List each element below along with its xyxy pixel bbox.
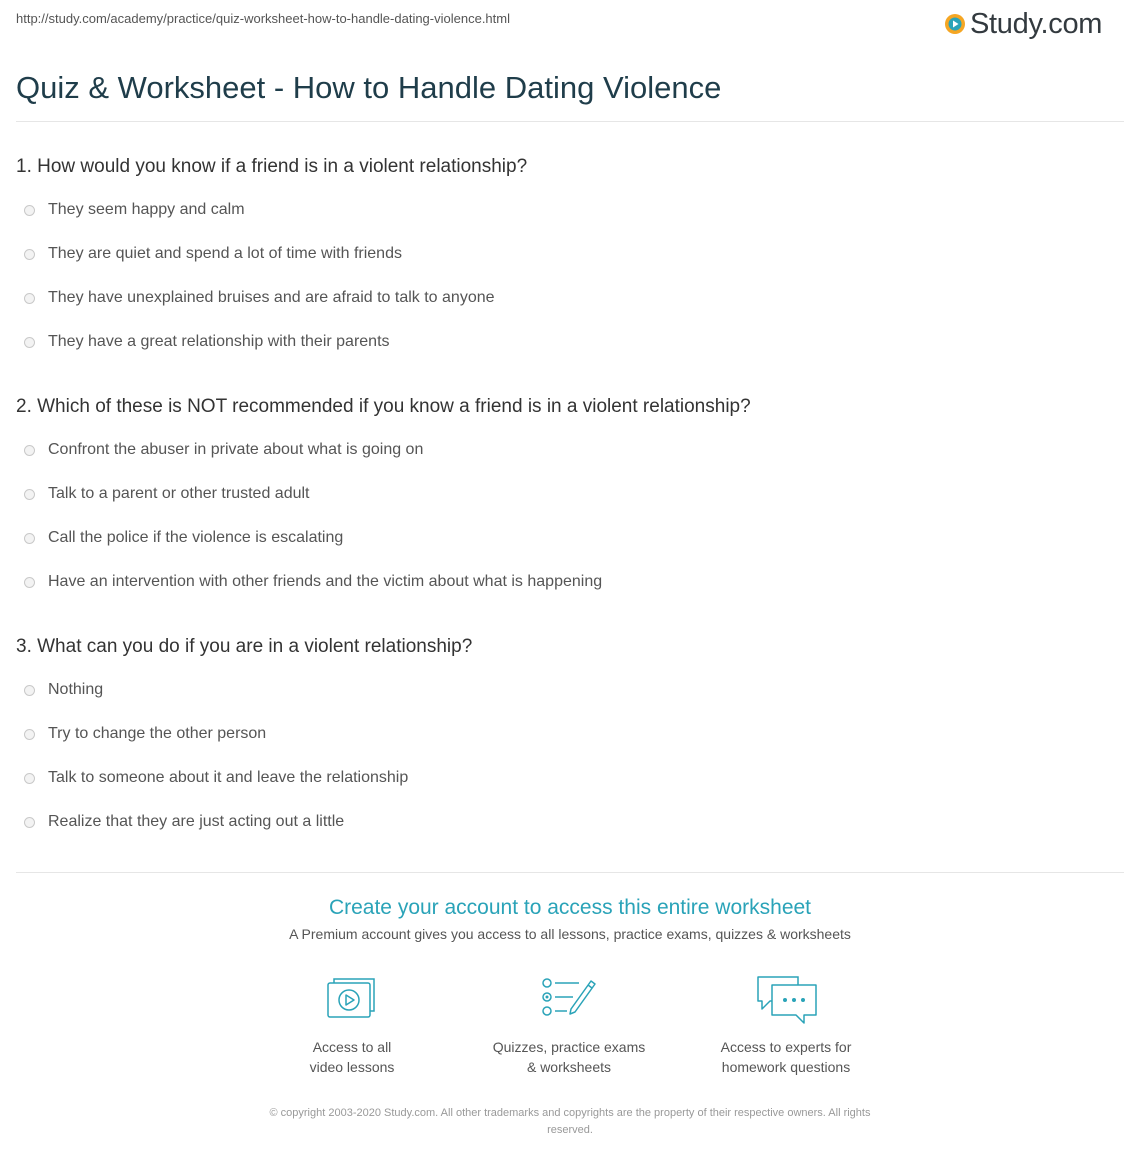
answer-option[interactable]	[24, 439, 423, 461]
question-1: 1. How would you know if a friend is in a violent relationship?	[16, 156, 528, 177]
answer-text: They have unexplained bruises and are afraid to talk to anyone	[48, 289, 495, 306]
title-divider	[16, 121, 1124, 122]
radio-button[interactable]	[24, 685, 35, 696]
radio-button[interactable]	[24, 445, 35, 456]
quiz-checklist-icon	[541, 975, 597, 1021]
feature-video-lessons	[252, 975, 452, 1077]
copyright-line: © copyright 2003-2020 Study.com. All other trademarks and copyrights are the property of their respective owners. All rights	[269, 1107, 871, 1119]
video-lessons-icon	[326, 975, 378, 1021]
chat-experts-icon	[754, 975, 818, 1025]
radio-button[interactable]	[24, 337, 35, 348]
answer-option[interactable]	[24, 527, 343, 549]
study-logo[interactable]	[944, 6, 1102, 42]
copyright-line: reserved.	[547, 1124, 593, 1136]
radio-button[interactable]	[24, 773, 35, 784]
answer-text: Confront the abuser in private about what is going on	[48, 441, 424, 458]
logo-text: Study.com	[970, 7, 1103, 40]
feature-quizzes	[469, 975, 669, 1077]
question-2: 2. Which of these is NOT recommended if you know a friend is in a violent relationship?	[16, 396, 751, 417]
feature-experts	[686, 975, 886, 1077]
answer-text: They have a great relationship with their parents	[48, 333, 390, 350]
answer-text: Talk to a parent or other trusted adult	[48, 485, 310, 502]
radio-button[interactable]	[24, 205, 35, 216]
feature-label-line: Quizzes, practice exams	[492, 1039, 646, 1055]
radio-button[interactable]	[24, 577, 35, 588]
answer-text: Call the police if the violence is escalating	[48, 529, 344, 546]
feature-label-line: video lessons	[309, 1059, 395, 1075]
feature-label-line: Access to experts for	[720, 1039, 852, 1055]
question-3: 3. What can you do if you are in a violent relationship?	[16, 636, 473, 657]
answer-text: Realize that they are just acting out a little	[48, 813, 345, 830]
radio-button[interactable]	[24, 249, 35, 260]
radio-button[interactable]	[24, 489, 35, 500]
answer-text: They are quiet and spend a lot of time with friends	[48, 245, 402, 262]
create-account-link[interactable]: Create your account to access this entire worksheet	[328, 896, 812, 919]
answer-option[interactable]	[24, 723, 266, 745]
answer-option[interactable]	[24, 571, 602, 593]
feature-label-line: & worksheets	[526, 1059, 612, 1075]
answer-option[interactable]	[24, 331, 390, 353]
answer-text: Try to change the other person	[48, 725, 267, 742]
feature-label-line: Access to all	[312, 1039, 392, 1055]
answer-option[interactable]	[24, 199, 245, 221]
answer-option[interactable]	[24, 811, 344, 833]
answer-text: Nothing	[48, 681, 104, 698]
answer-option[interactable]	[24, 243, 402, 265]
radio-button[interactable]	[24, 729, 35, 740]
answer-option[interactable]	[24, 287, 495, 309]
answer-text: Have an intervention with other friends and the victim about what is happening	[48, 573, 603, 590]
section-divider	[16, 872, 1124, 873]
answer-option[interactable]	[24, 483, 309, 505]
play-logo-icon	[944, 13, 966, 35]
copyright-notice	[210, 1105, 930, 1139]
answer-option[interactable]	[24, 679, 103, 701]
radio-button[interactable]	[24, 293, 35, 304]
page-url: http://study.com/academy/practice/quiz-worksheet-how-to-handle-dating-violence.html	[16, 11, 510, 26]
answer-text: Talk to someone about it and leave the relationship	[48, 769, 409, 786]
radio-button[interactable]	[24, 817, 35, 828]
radio-button[interactable]	[24, 533, 35, 544]
premium-description: A Premium account gives you access to all lessons, practice exams, quizzes & worksheets	[289, 926, 851, 942]
page-title: Quiz & Worksheet - How to Handle Dating Violence	[16, 70, 722, 105]
feature-label-line: homework questions	[721, 1059, 851, 1075]
answer-option[interactable]	[24, 767, 408, 789]
answer-text: They seem happy and calm	[48, 201, 245, 218]
